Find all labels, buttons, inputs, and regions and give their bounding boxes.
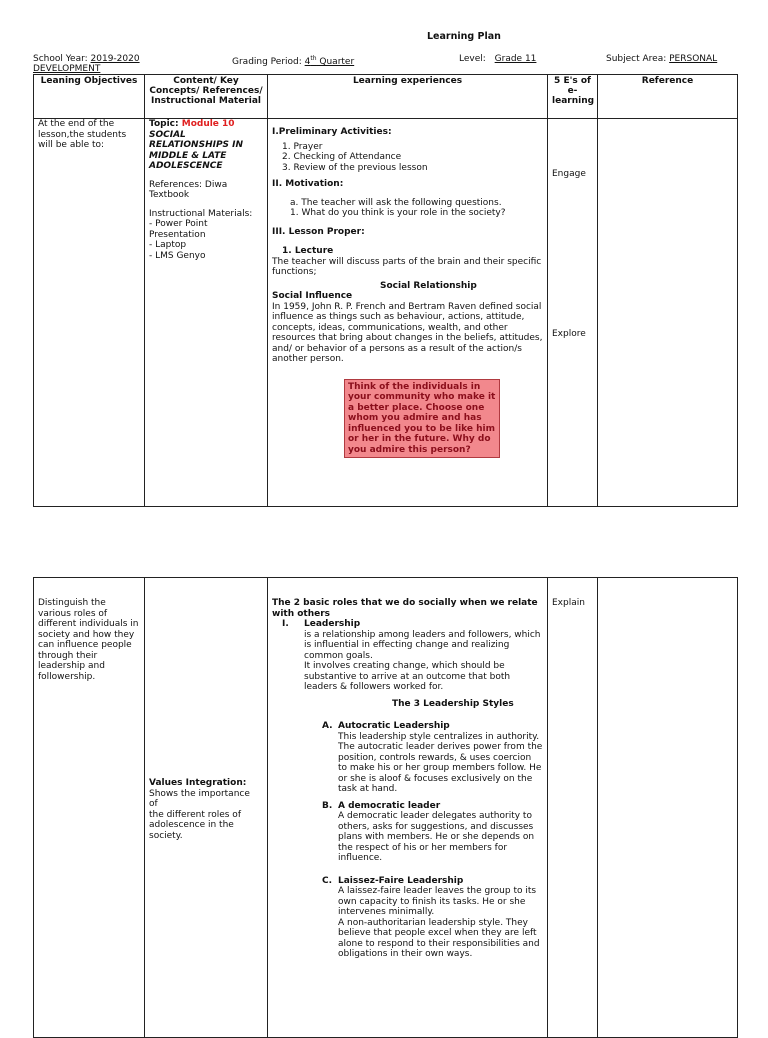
lesson-title: III. Lesson Proper: <box>272 226 365 237</box>
header-experiences: Learning experiences <box>268 75 548 119</box>
styles-title: The 3 Leadership Styles <box>392 698 514 709</box>
grading-value: 4th Quarter <box>304 55 355 67</box>
prelim-title: I.Preliminary Activities: <box>272 127 392 137</box>
prelim-list <box>282 142 543 174</box>
subject-label: Subject Area: <box>606 54 670 64</box>
social-relationship-heading: Social Relationship <box>380 280 477 291</box>
e-explore: Explore <box>552 328 586 339</box>
list-item: 2. Checking of Attendance <box>282 152 402 162</box>
style-text-2: A non-authoritarian leadership style. They believe that people excel when they are left alone to respond to their responsibilities and obligations in their own ways. <box>338 917 540 959</box>
values-line: of <box>149 799 158 809</box>
learning-plan-table-1 <box>33 74 738 507</box>
motivation-list <box>290 198 543 219</box>
values-line: the different roles of <box>149 809 241 820</box>
references-text: References: Diwa Textbook <box>149 179 228 200</box>
objectives-text: Distinguish the various roles of different individuals in society and how they can influence people through their leadership and followership. <box>38 598 139 682</box>
school-year-value: 2019-2020 <box>90 54 140 64</box>
doc-title: Learning Plan <box>427 31 501 42</box>
header-content: Content/ Key Concepts/ References/ Instructional Material <box>145 75 268 119</box>
table-row <box>34 578 738 1038</box>
grading-period <box>232 54 457 68</box>
list-item: a. The teacher will ask the following questions. <box>290 197 502 208</box>
material-item: - LMS Genyo <box>149 250 206 261</box>
content-cell <box>145 119 268 507</box>
lecture-label: 1. Lecture <box>282 246 334 256</box>
e-explain: Explain <box>552 598 585 608</box>
material-item: - Power Point Presentation <box>149 219 208 240</box>
experiences-cell <box>268 119 548 507</box>
list-item: 3. Review of the previous lesson <box>282 162 428 173</box>
style-name: Autocratic Leadership <box>338 721 450 731</box>
style-laissez-faire <box>272 876 543 960</box>
list-item: 1. What do you think is your role in the society? <box>290 208 506 218</box>
subject-value-cont: DEVELOPMENT <box>33 64 101 74</box>
reference-cell <box>598 578 738 1038</box>
style-democratic <box>272 801 543 864</box>
style-text: A laissez-faire leader leaves the group to its own capacity to finish its tasks. He or she intervenes minimally. <box>338 886 537 917</box>
style-letter: A. <box>322 721 333 731</box>
level-value: Grade 11 <box>494 54 537 64</box>
5es-cell <box>548 578 598 1038</box>
list-item: 1. Prayer <box>282 141 323 152</box>
header-reference: Reference <box>598 75 738 119</box>
values-line: adolescence in the <box>149 820 234 830</box>
style-letter: B. <box>322 800 333 811</box>
style-letter: C. <box>322 875 333 886</box>
material-item: - Laptop <box>149 240 187 250</box>
objectives-cell <box>34 119 145 507</box>
reference-cell <box>598 119 738 507</box>
table-row <box>34 119 738 507</box>
social-influence-heading: Social Influence <box>272 291 353 301</box>
leadership-text-2: It involves creating change, which should be substantive to arrive at an outcome that both leaders & followers worked for. <box>304 661 511 692</box>
leadership-text: is a relationship among leaders and followers, which is influential in effecting change and realizing common goals. <box>304 629 541 661</box>
topic-title: SOCIAL RELATIONSHIPS IN MIDDLE & LATE ADOLESCENCE <box>149 129 244 171</box>
topic-line <box>149 119 263 130</box>
table-header-row <box>34 75 738 119</box>
experiences-cell <box>268 578 548 1038</box>
roles-title: The 2 basic roles that we do socially when we relate with others <box>272 598 538 619</box>
5es-cell <box>548 119 598 507</box>
values-line: society. <box>149 830 183 841</box>
style-name: A democratic leader <box>338 800 441 811</box>
subject-value: PERSONAL <box>669 54 718 64</box>
influence-text: In 1959, John R. P. French and Bertram Raven defined social influence as things such as behaviour, actions, attitude, concepts, ideas, communications, wealth, and other resources that bring about changes in the beliefs, attitudes, and/ or behavior of a persons as a result of the action/s another person. <box>272 301 543 364</box>
e-engage: Engage <box>552 169 586 179</box>
materials-label: Instructional Materials: <box>149 208 253 219</box>
topic-label: Topic: <box>149 119 182 129</box>
values-line: Shows the importance <box>149 788 250 799</box>
objectives-cell <box>34 578 145 1038</box>
school-year-label: School Year: <box>33 54 91 64</box>
content-cell <box>145 578 268 1038</box>
lecture-text: The teacher will discuss parts of the brain and their specific functions; <box>272 256 542 277</box>
leadership-label: Leadership <box>304 619 361 629</box>
reflection-callout: Think of the individuals in your community who make it a better place. Choose one whom you admire and has influenced you to be like him or her in the future. Why do you admire this person? <box>344 379 500 459</box>
subject-area <box>606 54 717 65</box>
header-objectives: Leaning Objectives <box>34 75 145 119</box>
learning-plan-table-2 <box>33 577 738 1038</box>
grading-label: Grading Period: <box>232 57 305 67</box>
motivation-title: II. Motivation: <box>272 179 344 189</box>
topic-module: Module 10 <box>181 119 235 129</box>
style-text: A democratic leader delegates authority to others, asks for suggestions, and discusses plans with members. He or she depends on the respect of his or her members for influence. <box>338 811 535 863</box>
level-label: Level: <box>459 54 489 64</box>
style-name: Laissez-Faire Leadership <box>338 875 464 886</box>
style-autocratic <box>272 721 543 795</box>
objectives-text: At the end of the lesson,the students will be able to: <box>38 119 127 150</box>
header-5es: 5 E's of e-learning <box>548 75 598 119</box>
values-title: Values Integration: <box>149 778 247 788</box>
level <box>459 54 605 65</box>
leadership-num: I. <box>282 619 289 629</box>
leadership-heading <box>272 619 543 630</box>
style-text: This leadership style centralizes in authority. The autocratic leader derives power from the position, controls rewards, & uses coercion to make his or her group members follow. He or she is aloof & focuses exclusively on the task at hand. <box>338 731 543 794</box>
